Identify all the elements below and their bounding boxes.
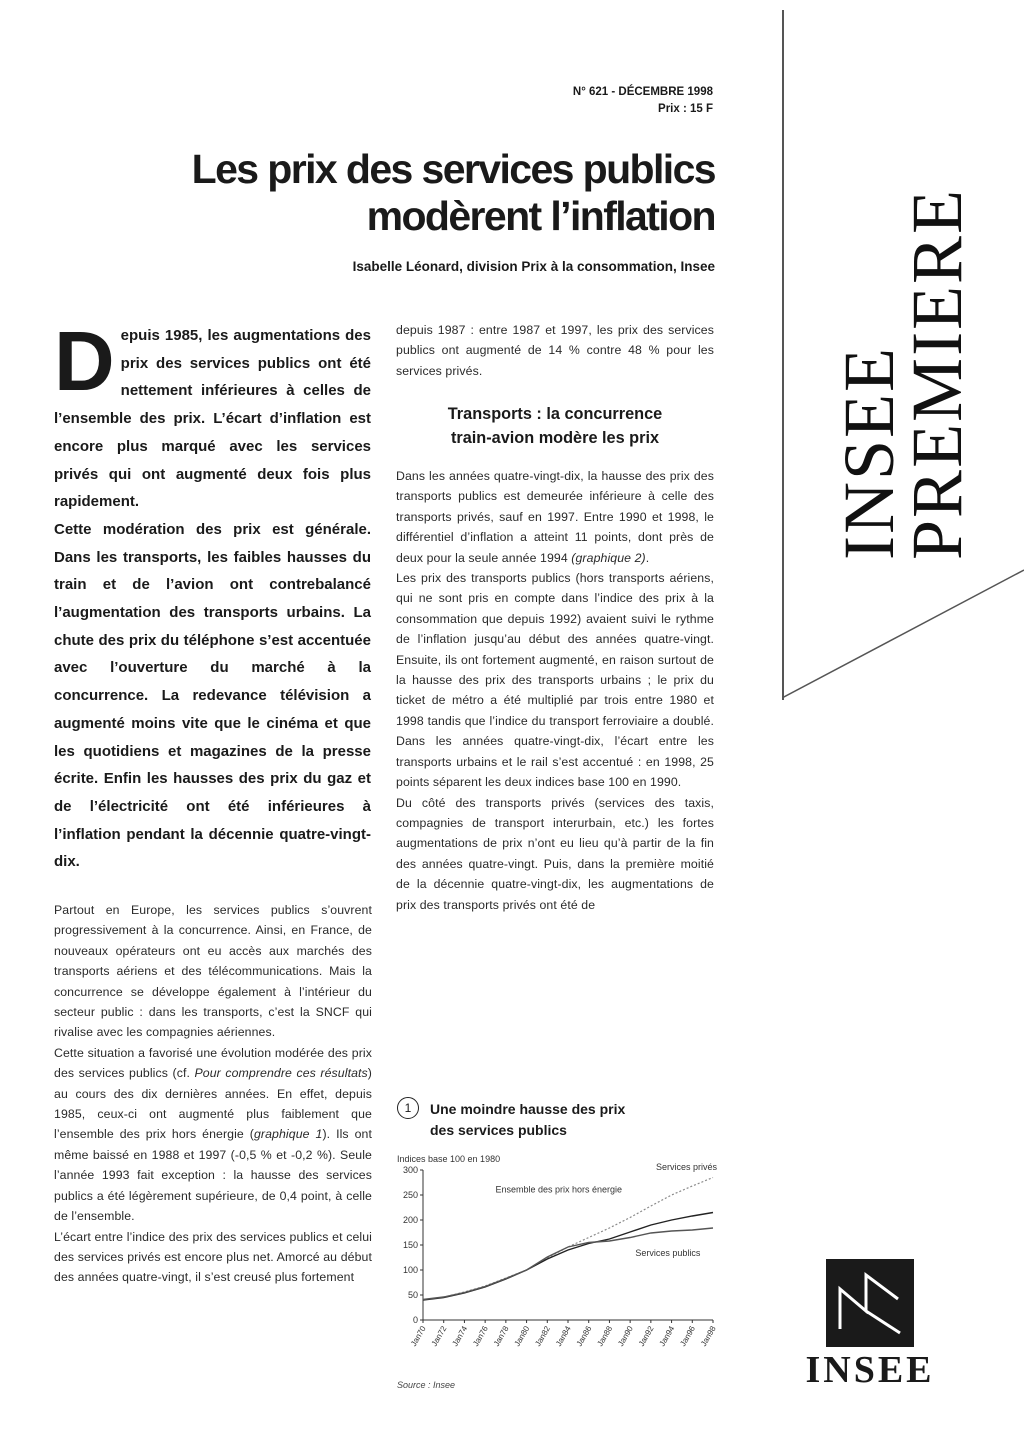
- col2-paragraph-3: Du côté des transports privés (services des taxis, compagnies de transport interurbain, etc.) les fortes augmentations de prix n’ont eu lieu qu’à partir de la fin des années quatre-vingt. Puis, dans la première moitié de la décennie quatre-vingt-dix, les augmentations de prix des transports privés ont été de: [396, 795, 714, 912]
- x-tick-label: Jan78: [491, 1324, 511, 1348]
- title-line-1: Les prix des services publics: [191, 146, 715, 192]
- lead-text-1: epuis 1985, les augmentations des prix des services publics ont été nettement inférieures à celles de l’ensemble des prix. L’écart d’inflation est encore plus marqué avec les services privés qui ont augmenté deux fois plus rapidement.: [54, 327, 371, 511]
- reference-link: Pour comprendre ces résultats: [194, 1066, 368, 1081]
- x-tick-label: Jan86: [574, 1324, 594, 1348]
- page-title: [120, 146, 715, 240]
- x-tick-label: Jan94: [657, 1324, 677, 1348]
- series-label-3: Services publics: [635, 1248, 701, 1258]
- y-tick-label: 250: [402, 1190, 418, 1200]
- col1-paragraph-3: L’écart entre l’indice des prix des services publics et celui des services privés est encore plus net. Amorcé au début des années quatre-vingt, il s’est creusé plus fortement: [54, 1229, 372, 1285]
- issue-info: [500, 84, 713, 118]
- section-heading-transports: [396, 402, 714, 450]
- y-tick-label: 50: [407, 1290, 418, 1300]
- insee-logo-mark: [826, 1259, 914, 1347]
- y-tick-label: 100: [402, 1265, 418, 1275]
- figure-source: Source : Insee: [397, 1380, 456, 1390]
- figure-number: 1: [397, 1097, 419, 1119]
- series-line-3: [423, 1228, 713, 1300]
- column-1-body: [54, 900, 372, 1288]
- y-tick-label: 300: [402, 1165, 418, 1175]
- column-2-body: [396, 466, 714, 915]
- y-tick-label: 200: [402, 1215, 418, 1225]
- col1-paragraph-2: Cette situation a favorisé une évolution modérée des prix des services publics (cf. Pour comprendre ces résultats) au cours des dix dernières années. En effet, depuis 1985, ceux-ci ont augmenté plus faiblement que l’ensemble des prix hors énergie (graphique 1). Ils ont même baissé en 1988 et 1997 (-0,5 % et -0,2 %). Seule l’année 1993 fait exception : la hausse des services publics a été légèrement supérieure, de 0,4 point, à celle de l’ensemble.: [54, 1045, 372, 1224]
- x-tick-label: Jan90: [616, 1324, 635, 1348]
- brand-line-1: INSEE: [829, 346, 909, 560]
- x-tick-label: Jan72: [429, 1324, 449, 1348]
- col2-paragraph-2: Les prix des transports publics (hors transports aériens, qui ne sont pris en compte dans l’indice des prix à la consommation que depuis 1992) avaient suivi le rythme de l’inflation jusqu’au début des années quatre-vingt. Ensuite, ils ont fortement augmenté, en raison surtout de la hausse des prix des transports urbains ; le prix du ticket de métro a été multiplié par trois entre 1980 et 1998 tandis que l’indice du transport ferroviaire a doublé. Dans les années quatre-vingt-dix, l’écart entre les transports urbains et le rail s’est accentué : en 1998, 25 points séparent les deux indices base 100 en 1990.: [396, 571, 714, 790]
- author-line: Isabelle Léonard, division Prix à la consommation, Insee: [352, 259, 715, 274]
- series-label-1: Services privés: [656, 1162, 718, 1172]
- drop-cap: D: [54, 314, 115, 408]
- lead-paragraph: [54, 314, 371, 876]
- brand-vertical: [829, 187, 977, 560]
- column-2-intro: [396, 320, 714, 381]
- x-tick-label: Jan92: [636, 1324, 656, 1348]
- x-tick-label: Jan74: [450, 1324, 470, 1348]
- y-tick-label: 0: [412, 1315, 418, 1325]
- col2-paragraph-1: Dans les années quatre-vingt-dix, la hausse des prix des transports publics est demeurée inférieure à celle des transports privés, sauf en 1997. Entre 1990 et 1998, le différentiel d’inflation a atteint 11 points, dont près de deux pour la seule année 1994 (graphique 2).: [396, 469, 714, 565]
- y-axis-label: Indices base 100 en 1980: [397, 1154, 501, 1164]
- figure-title: Une moindre hausse des prix des services publics: [430, 1101, 626, 1138]
- x-tick-label: Jan98: [699, 1324, 718, 1348]
- x-tick-label: Jan82: [533, 1324, 553, 1348]
- series-line-1: [423, 1178, 713, 1301]
- brand-line-2: PREMIERE: [897, 187, 977, 560]
- x-tick-label: Jan88: [595, 1324, 615, 1348]
- y-tick-label: 150: [402, 1240, 418, 1250]
- figure-reference-2: (graphique 2): [571, 550, 646, 565]
- col1-paragraph-1: Partout en Europe, les services publics s’ouvrent progressivement à la concurrence. Ainsi, en France, de nouveaux opérateurs ont eu accès aux marchés des transports aériens et des télécommunications. Mais la concurrence se développe également à l’intérieur du secteur public : dans les transports, c’est la SNCF qui rivalise avec les compagnies aériennes.: [54, 903, 372, 1040]
- series-label-2: Ensemble des prix hors énergie: [495, 1184, 623, 1195]
- line-chart: [393, 1150, 723, 1400]
- x-tick-label: Jan84: [554, 1324, 573, 1348]
- figure-reference: graphique 1: [253, 1127, 323, 1142]
- issue-price: Prix : 15 F: [658, 103, 713, 115]
- x-tick-label: Jan96: [678, 1324, 698, 1348]
- chart-container: [393, 1150, 723, 1400]
- side-divider-diagonal: [782, 560, 1024, 700]
- x-tick-label: Jan80: [512, 1324, 532, 1348]
- x-tick-label: Jan76: [471, 1324, 490, 1348]
- lead-text-2: Cette modération des prix est générale. Dans les transports, les faibles hausses du train et de l’avion ont contrebalancé l’augmentation des transports urbains. La chute des prix du téléphone s’est accentuée avec l’ouverture du marché à la concurrence. La redevance télévision a augmenté moins vite que le cinéma et que les quotidiens et magazines de la presse écrite. Enfin les hausses des prix du gaz et de l’électricité ont été inférieures à l’inflation pendant la décennie quatre-vingt-dix.: [54, 520, 371, 871]
- issue-number: N° 621 - DÉCEMBRE 1998: [572, 86, 713, 98]
- insee-logo-text: INSEE: [805, 1349, 935, 1391]
- title-line-2: modèrent l’inflation: [366, 193, 715, 239]
- heading-line-2: train-avion modère les prix: [450, 429, 660, 447]
- x-tick-label: Jan70: [409, 1324, 428, 1348]
- heading-line-1: Transports : la concurrence: [447, 405, 663, 423]
- col2-paragraph-0: depuis 1987 : entre 1987 et 1997, les prix des services publics ont augmenté de 14 % contre 48 % pour les services privés.: [396, 323, 714, 378]
